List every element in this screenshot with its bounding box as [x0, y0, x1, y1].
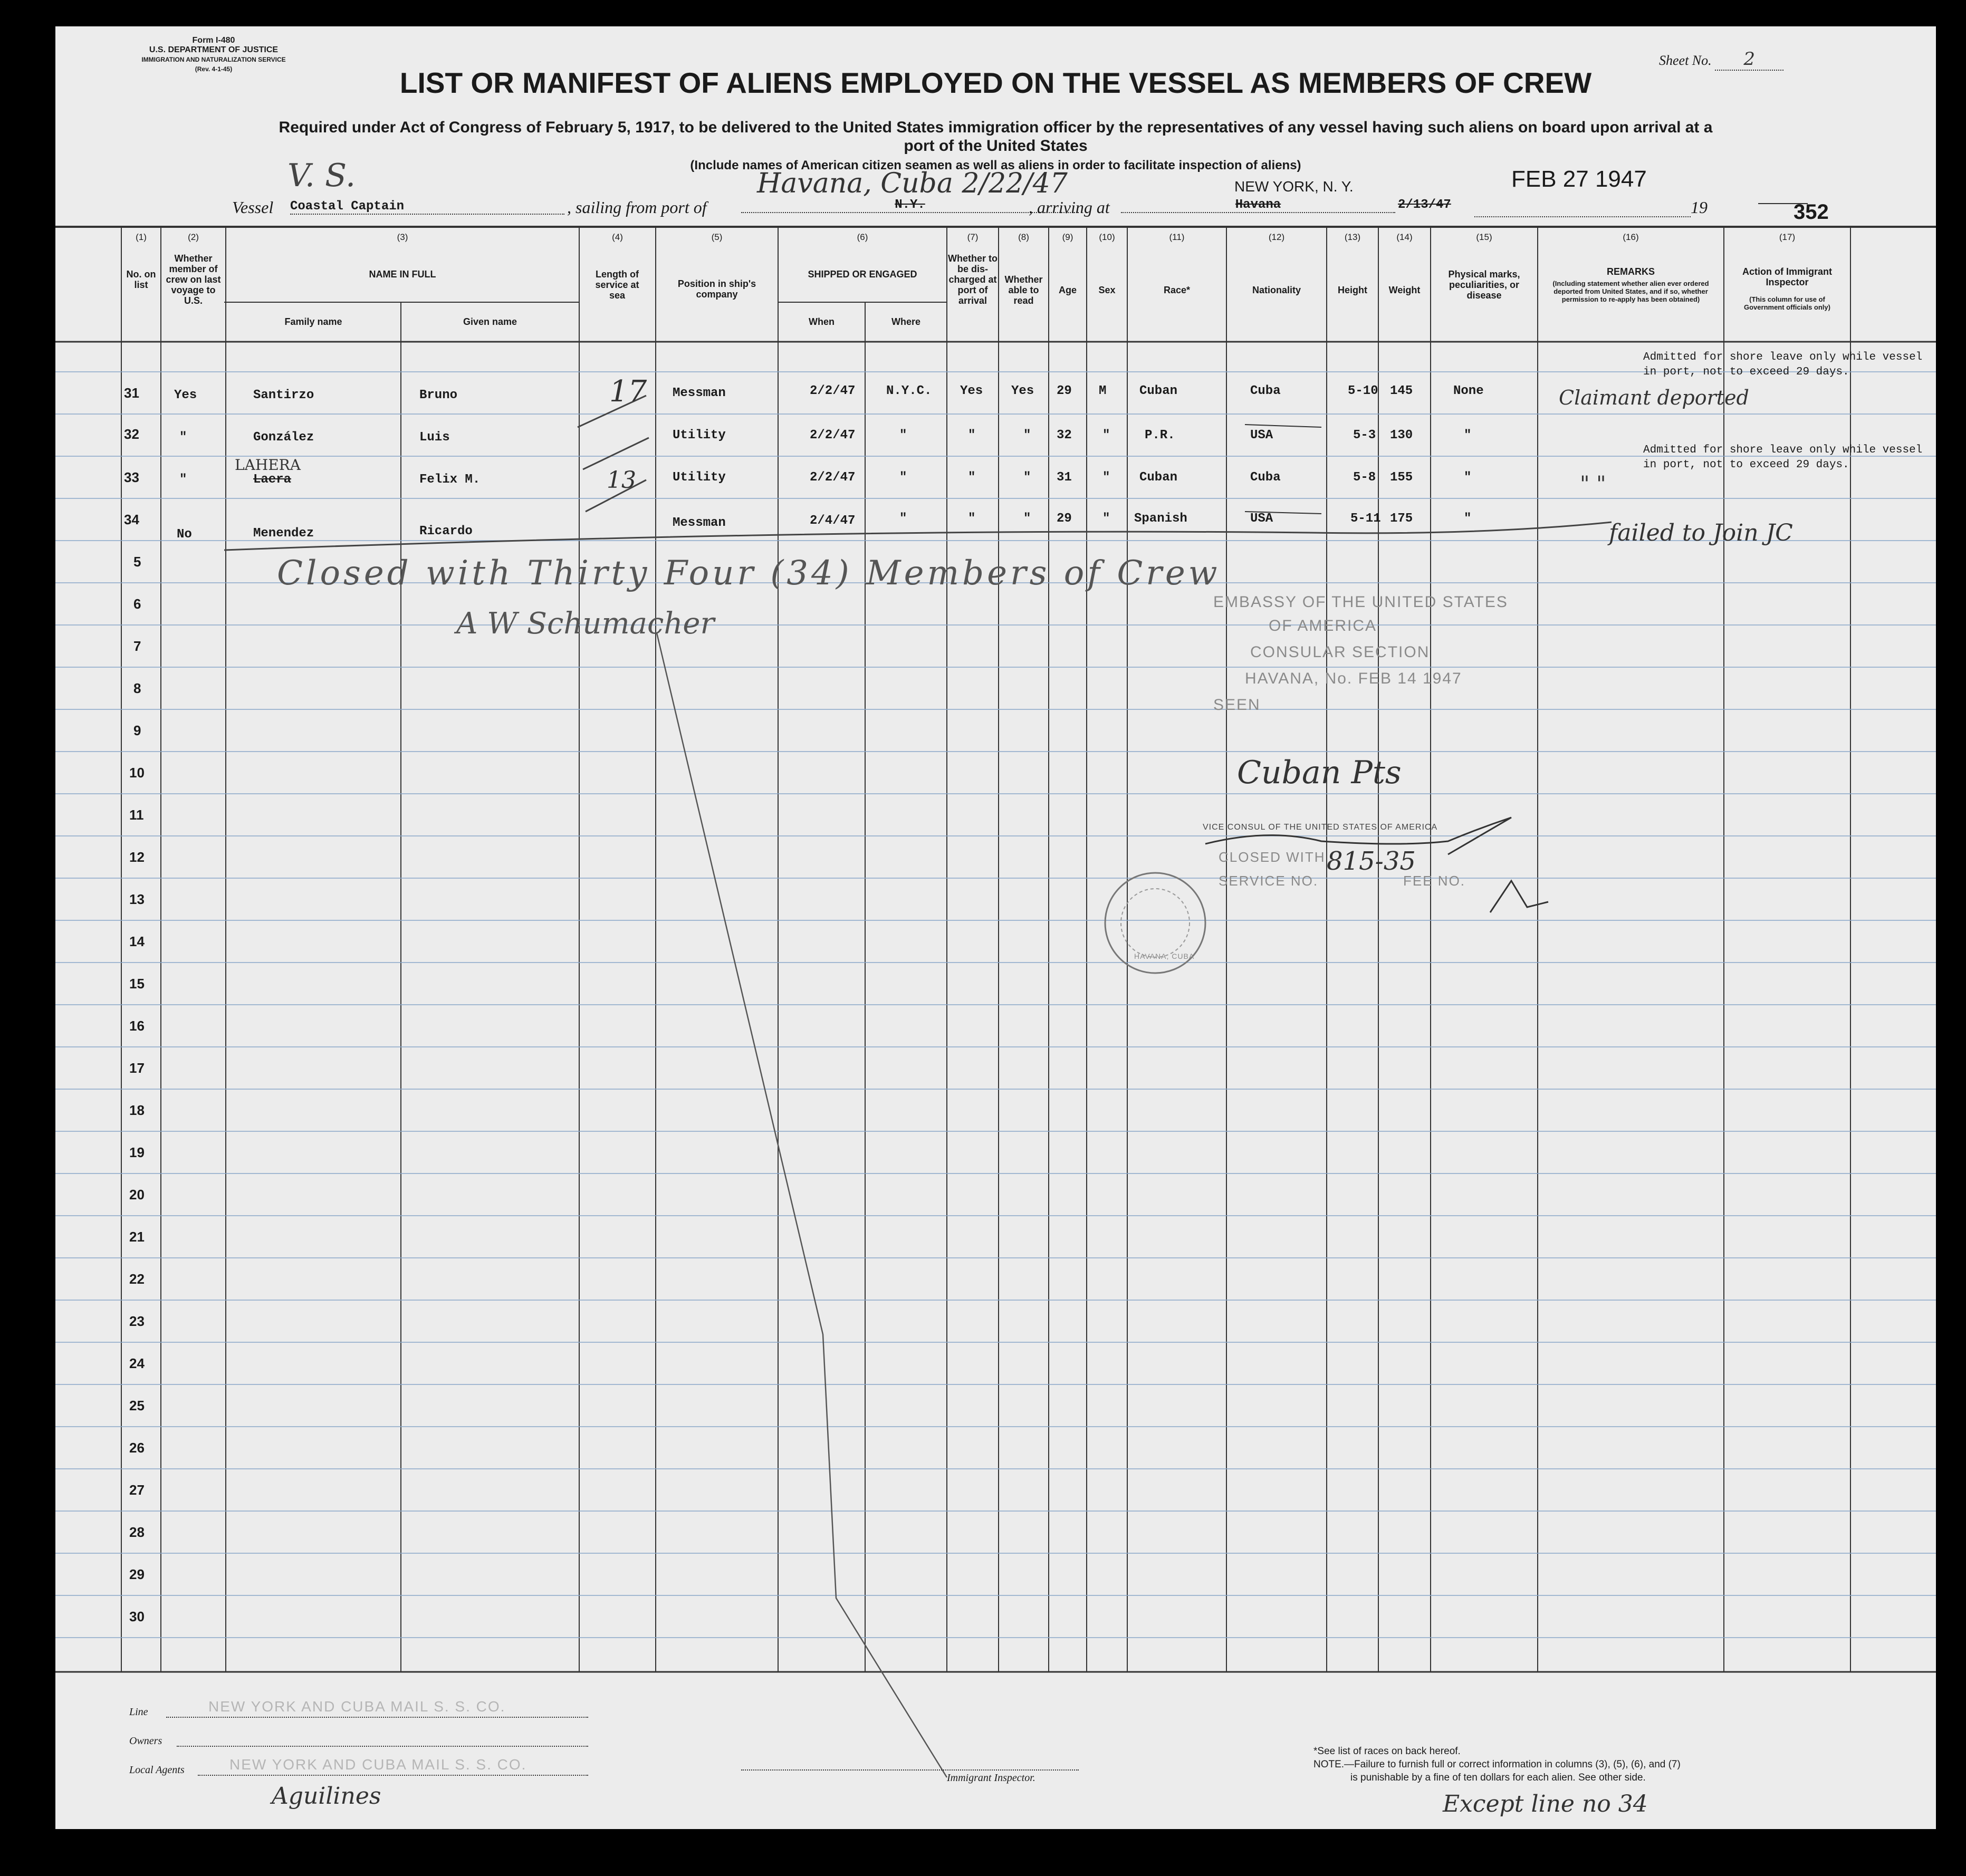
row-number: 33 — [124, 469, 139, 485]
remarks-typed-1: Admitted for shore leave only while vessel in port, not to exceed 29 days. — [1643, 351, 1923, 378]
col-header-no: No. on list — [126, 269, 156, 290]
col-num: (14) — [1396, 232, 1413, 242]
cell-position: Messman — [673, 386, 726, 400]
cell-family-correction: LAHERA — [235, 456, 301, 474]
col-header-service: Length of service at sea — [595, 269, 639, 301]
include-note: (Include names of American citizen seamen as well as aliens in order to facilitate inspection of aliens) — [690, 158, 1301, 172]
footer-inspector: Immigrant Inspector. — [947, 1772, 1035, 1784]
vessel-name: Coastal Captain — [290, 199, 564, 215]
required-line-1: Required under Act of Congress of February 5, 1917, to be delivered to the United States immigration officer by the representatives of any vessel having such aliens on board upon arrival at a — [279, 119, 1713, 136]
line-number: 9 — [133, 723, 141, 738]
col-num: (4) — [612, 232, 623, 242]
arriving-label: , arriving at — [1029, 198, 1110, 217]
cell-read: " — [1023, 470, 1031, 485]
line-number: 28 — [129, 1524, 145, 1540]
cell-sex: " — [1102, 512, 1110, 526]
cell-race: P.R. — [1145, 428, 1175, 442]
col-header-action-sub: (This column for use of Government officials only) — [1744, 295, 1830, 311]
from-port-handwritten: Havana, Cuba 2/22/47 — [757, 168, 1068, 199]
vessel-label: Vessel — [232, 198, 274, 217]
row-number: 32 — [124, 426, 139, 442]
col-num: (1) — [136, 232, 147, 242]
stamp-line-3: CONSULAR SECTION — [1250, 643, 1430, 661]
col-num: (13) — [1344, 232, 1361, 242]
stamp-line-1: EMBASSY OF THE UNITED STATES — [1213, 593, 1508, 611]
line-number: 18 — [129, 1102, 145, 1118]
cell-weight: 175 — [1390, 512, 1413, 526]
stamp-line-5: SEEN — [1213, 696, 1261, 714]
arriving-typed: Havana — [1121, 198, 1395, 213]
footer-note-2: is punishable by a fine of ten dollars for each alien. See other side. — [1350, 1772, 1646, 1783]
cell-family: González — [253, 430, 314, 445]
footer-note-1: NOTE.—Failure to furnish full or correct information in columns (3), (5), (6), and (7) — [1313, 1759, 1681, 1770]
row-number: 31 — [124, 385, 139, 401]
cell-age: 32 — [1057, 428, 1072, 442]
col-header-position: Position in ship's company — [677, 278, 756, 300]
line-number: 12 — [129, 849, 145, 865]
form-rev: (Rev. 4-1-45) — [195, 65, 233, 73]
cell-height: 5-3 — [1353, 428, 1376, 442]
line-number: 21 — [129, 1229, 145, 1245]
cell-marks: " — [1464, 428, 1472, 442]
cell-where: " — [899, 428, 907, 442]
cell-nationality: USA — [1250, 512, 1273, 526]
us-handwritten: V. S. — [287, 157, 356, 194]
footer-line-stamp: NEW YORK AND CUBA MAIL S. S. CO. — [208, 1698, 506, 1715]
col-num: (10) — [1099, 232, 1115, 242]
col-header-action: Action of Immigrant Inspector — [1742, 266, 1832, 287]
col-header-remarks-sub: (Including statement whether alien ever ordered deported from United States, and if so, whether permission to re-apply has been obtained) — [1552, 280, 1709, 303]
cell-service: 13 — [607, 467, 636, 494]
col-num: (15) — [1476, 232, 1492, 242]
remarks-typed-2: Admitted for shore leave only while vessel in port, not to exceed 29 days. — [1643, 444, 1923, 471]
cell-when: 2/2/47 — [810, 428, 856, 442]
stamp-vice-consul: VICE CONSUL OF THE UNITED STATES OF AMERICA — [1203, 823, 1438, 832]
col-num: (5) — [711, 232, 723, 242]
cell-remarks-hand: Claimant deported — [1559, 386, 1749, 409]
cell-height: 5-11 — [1350, 512, 1381, 526]
footer-except: Except line no 34 — [1443, 1791, 1648, 1817]
line-number: 17 — [129, 1060, 145, 1076]
cell-remarks-hand: " " — [1580, 472, 1606, 496]
cell-marks: " — [1464, 470, 1472, 485]
col-header-remarks: REMARKS — [1606, 266, 1655, 277]
closed-number: 815-35 — [1327, 846, 1416, 876]
sailing-label: , sailing from port of — [567, 198, 707, 217]
cell-when: 2/2/47 — [810, 384, 856, 398]
cell-race: Cuban — [1139, 470, 1178, 485]
cell-given: Felix M. — [419, 473, 481, 487]
cell-discharged: " — [968, 428, 976, 442]
col-num: (17) — [1779, 232, 1796, 242]
col-header-height: Height — [1338, 285, 1367, 295]
date-typed: 2/13/47 — [1398, 198, 1451, 212]
cell-given: Ricardo — [419, 524, 473, 538]
cell-where: " — [899, 470, 907, 485]
stamp-seal: HAVANA, CUBA — [1134, 952, 1195, 960]
line-number: 20 — [129, 1187, 145, 1202]
col-num: (8) — [1018, 232, 1029, 242]
cell-nationality: Cuba — [1250, 384, 1281, 398]
col-header-given: Given name — [463, 316, 517, 327]
cell-read: " — [1023, 428, 1031, 442]
line-number: 19 — [129, 1144, 145, 1160]
col-num: (3) — [397, 232, 408, 242]
footer-owners-label: Owners — [129, 1735, 162, 1747]
cell-discharged: " — [968, 470, 976, 485]
from-port-typed: N.Y. — [741, 198, 1079, 213]
manifest-sheet — [55, 26, 1936, 1829]
cell-age: 29 — [1057, 384, 1072, 398]
cell-age: 29 — [1057, 512, 1072, 526]
cell-position: Utility — [673, 428, 726, 442]
cell-position: Messman — [673, 516, 726, 530]
form-service: IMMIGRATION AND NATURALIZATION SERVICE — [141, 56, 286, 63]
form-number: Form I-480 — [192, 36, 235, 45]
cell-discharged: Yes — [960, 384, 983, 398]
col-num: (11) — [1169, 232, 1185, 242]
cell-last-voyage: " — [179, 430, 187, 445]
footer-line-underline — [166, 1717, 588, 1718]
cell-when: 2/4/47 — [810, 514, 856, 528]
cell-family: Santirzo — [253, 388, 314, 402]
col-header-where: Where — [891, 316, 920, 327]
cell-sex: " — [1102, 470, 1110, 485]
stamp-fee-no: FEE NO. — [1403, 873, 1466, 889]
footer-races-note: *See list of races on back hereof. — [1313, 1746, 1461, 1757]
line-number: 8 — [133, 680, 141, 696]
col-num: (12) — [1268, 232, 1285, 242]
col-num: (2) — [188, 232, 199, 242]
cell-given: Luis — [419, 430, 450, 445]
line-number: 10 — [129, 765, 145, 781]
inspector-underline — [741, 1769, 1079, 1771]
cell-weight: 155 — [1390, 470, 1413, 485]
col-header-name: NAME IN FULL — [369, 269, 436, 280]
sheet-number: 2 — [1715, 49, 1783, 71]
footer-agents-underline — [198, 1775, 588, 1776]
sheet-label: Sheet No. — [1659, 53, 1712, 68]
line-number: 26 — [129, 1440, 145, 1456]
col-header-weight: Weight — [1388, 285, 1421, 295]
cell-age: 31 — [1057, 470, 1072, 485]
line-number: 27 — [129, 1482, 145, 1498]
cell-where: " — [899, 512, 907, 526]
date-stamp: FEB 27 1947 — [1511, 166, 1647, 192]
line-number: 15 — [129, 976, 145, 992]
col-header-shipped: SHIPPED OR ENGAGED — [808, 269, 917, 280]
line-number: 23 — [129, 1313, 145, 1329]
cell-race: Cuban — [1139, 384, 1178, 398]
row-number: 34 — [124, 512, 139, 527]
cell-given: Bruno — [419, 388, 458, 402]
stamp-line-2: OF AMERICA — [1269, 617, 1377, 634]
col-num: (7) — [967, 232, 979, 242]
line-number: 7 — [133, 638, 141, 654]
arriving-stamp: NEW YORK, N. Y. — [1234, 178, 1354, 195]
page-number: 352 — [1794, 200, 1829, 224]
stamp-closed-with: CLOSED WITH — [1219, 849, 1326, 865]
cell-nationality: Cuba — [1250, 470, 1281, 485]
closed-with-note: Closed with Thirty Four (34) Members of Crew — [277, 554, 1221, 593]
line-number: 13 — [129, 891, 145, 907]
cell-marks: " — [1464, 512, 1472, 526]
col-header-when: When — [809, 316, 835, 327]
footer-owners-underline — [177, 1746, 588, 1747]
col-header-family: Family name — [284, 316, 342, 327]
cell-position: Utility — [673, 470, 726, 485]
cell-sex: " — [1102, 428, 1110, 442]
footer-agents-label: Local Agents — [129, 1764, 185, 1776]
cell-last-voyage: " — [179, 473, 187, 487]
line-number: 5 — [133, 554, 141, 570]
line-number: 24 — [129, 1355, 145, 1371]
col-header-race: Race* — [1163, 285, 1191, 295]
line-number: 16 — [129, 1018, 145, 1034]
cell-sex: M — [1099, 384, 1107, 398]
cell-remarks-hand: failed to Join JC — [1609, 519, 1793, 546]
col-header-discharged: Whether to be dis-charged at port of arrival — [948, 253, 998, 306]
cell-height: 5-10 — [1348, 384, 1378, 398]
col-num: (6) — [857, 232, 868, 242]
cell-height: 5-8 — [1353, 470, 1376, 485]
line-number: 30 — [129, 1609, 145, 1624]
line-number: 14 — [129, 934, 145, 949]
footer-agents-stamp: NEW YORK AND CUBA MAIL S. S. CO. — [229, 1756, 527, 1773]
year-label: 19 — [1691, 198, 1708, 217]
col-num: (9) — [1062, 232, 1073, 242]
cell-nationality: USA — [1250, 428, 1273, 442]
cell-last-voyage: Yes — [174, 388, 197, 402]
cell-family: Laera — [253, 473, 292, 487]
cell-discharged: " — [968, 512, 976, 526]
line-number: 22 — [129, 1271, 145, 1287]
footer-agents-hand: Aguilines — [272, 1783, 381, 1810]
cell-read: Yes — [1011, 384, 1034, 398]
cell-weight: 145 — [1390, 384, 1413, 398]
col-header-marks: Physical marks, peculiarities, or disease — [1448, 269, 1520, 301]
cell-last-voyage: No — [177, 527, 192, 542]
footer-line-label: Line — [129, 1706, 148, 1718]
cell-weight: 130 — [1390, 428, 1413, 442]
line-number: 6 — [133, 596, 141, 612]
line-number: 29 — [129, 1566, 145, 1582]
form-dept: U.S. DEPARTMENT OF JUSTICE — [149, 45, 279, 54]
col-header-read: Whether able to read — [1004, 274, 1043, 306]
line-number: 25 — [129, 1398, 145, 1413]
cell-marks: None — [1453, 384, 1484, 398]
col-num: (16) — [1623, 232, 1639, 242]
col-header-last-voyage: Whether member of crew on last voyage to U.S. — [166, 253, 221, 306]
cell-when: 2/2/47 — [810, 470, 856, 485]
col-header-nationality: Nationality — [1252, 285, 1301, 295]
cell-service: 17 — [609, 374, 647, 409]
cell-race: Spanish — [1134, 512, 1187, 526]
cell-where: N.Y.C. — [886, 384, 932, 398]
stamp-line-4: HAVANA, No. FEB 14 1947 — [1245, 670, 1462, 687]
cell-read: " — [1023, 512, 1031, 526]
cuban-pts: Cuban Pts — [1237, 754, 1402, 791]
col-header-age: Age — [1058, 285, 1077, 295]
line-number: 11 — [129, 807, 144, 823]
document-title: LIST OR MANIFEST OF ALIENS EMPLOYED ON THE VESSEL AS MEMBERS OF CREW — [399, 66, 1592, 99]
required-line-2: port of the United States — [904, 137, 1088, 155]
signature: A W Schumacher — [456, 607, 715, 641]
stamp-service-no: SERVICE NO. — [1219, 873, 1319, 889]
col-header-sex: Sex — [1098, 285, 1116, 295]
cell-family: Menendez — [253, 526, 314, 541]
